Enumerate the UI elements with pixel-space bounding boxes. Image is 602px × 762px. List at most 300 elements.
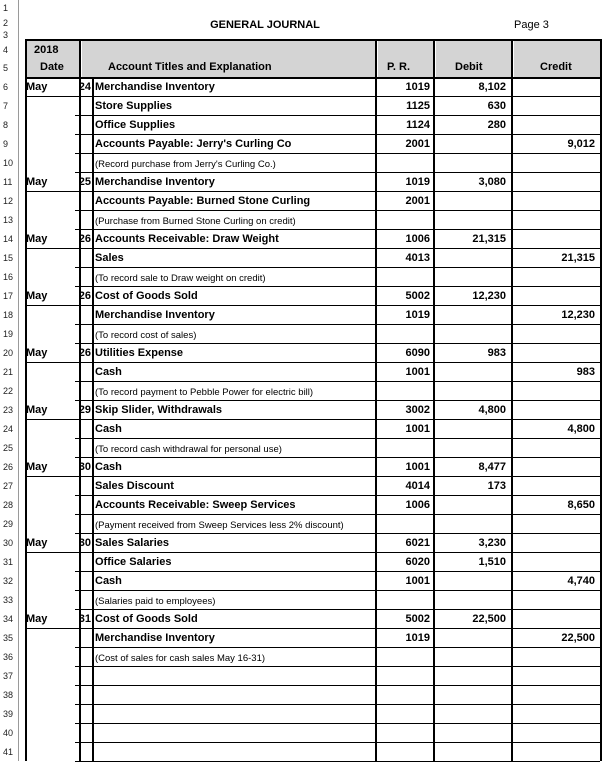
row-number[interactable]: 25 xyxy=(3,443,14,453)
debit-cell[interactable] xyxy=(435,363,506,382)
pr-cell[interactable]: 1001 xyxy=(405,575,430,587)
debit-cell[interactable] xyxy=(435,192,506,211)
account-cell[interactable]: Merchandise Inventory xyxy=(95,309,215,321)
credit-cell[interactable] xyxy=(513,211,595,230)
credit-cell[interactable] xyxy=(513,230,595,249)
date-day-cell[interactable]: 24 xyxy=(78,81,91,93)
row-number[interactable]: 20 xyxy=(3,348,14,358)
row-number[interactable]: 10 xyxy=(3,158,14,168)
journal-row xyxy=(18,477,602,496)
date-month-cell[interactable]: May xyxy=(26,537,48,549)
debit-cell[interactable] xyxy=(435,268,506,287)
row-number[interactable]: 22 xyxy=(3,386,14,396)
account-cell[interactable]: Utilities Expense xyxy=(95,347,184,359)
credit-cell[interactable] xyxy=(513,192,595,211)
date-day-cell[interactable]: 30 xyxy=(78,537,91,549)
credit-cell[interactable] xyxy=(513,648,595,667)
journal-row xyxy=(18,401,602,420)
credit-cell[interactable] xyxy=(513,458,595,477)
debit-cell[interactable]: 173 xyxy=(487,480,506,492)
account-cell[interactable]: Merchandise Inventory xyxy=(95,176,215,188)
credit-cell[interactable] xyxy=(513,591,595,610)
debit-cell[interactable]: 8,477 xyxy=(478,461,506,473)
date-month-cell[interactable] xyxy=(26,97,71,116)
date-day-cell[interactable] xyxy=(74,116,91,135)
date-day-cell[interactable] xyxy=(74,591,91,610)
journal-row xyxy=(18,591,602,610)
date-day-cell[interactable]: 25 xyxy=(78,176,91,188)
date-month-cell[interactable]: May xyxy=(26,613,48,625)
date-month-cell[interactable] xyxy=(26,591,71,610)
header-bottom-border xyxy=(25,77,602,79)
journal-row xyxy=(18,496,602,515)
row-number[interactable]: 14 xyxy=(3,234,14,244)
debit-cell[interactable] xyxy=(435,515,506,534)
account-header: Account Titles and Explanation xyxy=(108,61,272,73)
credit-cell[interactable]: 4,740 xyxy=(567,575,595,587)
pr-cell[interactable]: 1001 xyxy=(405,461,430,473)
date-day-cell[interactable]: 31 xyxy=(78,613,91,625)
debit-cell[interactable] xyxy=(435,496,506,515)
date-month-cell[interactable]: May xyxy=(26,176,48,188)
credit-cell[interactable] xyxy=(513,78,595,97)
journal-row xyxy=(18,648,602,667)
date-month-cell[interactable] xyxy=(26,686,71,705)
account-cell[interactable]: Accounts Payable: Burned Stone Curling xyxy=(95,195,311,207)
date-day-cell[interactable] xyxy=(74,325,91,344)
debit-cell[interactable]: 630 xyxy=(487,100,506,112)
pr-cell[interactable]: 4014 xyxy=(405,480,430,492)
date-month-cell[interactable] xyxy=(26,439,71,458)
account-cell[interactable]: (Salaries paid to employees) xyxy=(95,596,216,607)
debit-cell[interactable] xyxy=(435,306,506,325)
debit-cell[interactable] xyxy=(435,154,506,173)
date-month-cell[interactable] xyxy=(26,477,71,496)
date-day-cell[interactable] xyxy=(74,211,91,230)
credit-cell[interactable] xyxy=(513,439,595,458)
credit-cell[interactable]: 21,315 xyxy=(561,252,595,264)
credit-cell[interactable] xyxy=(513,116,595,135)
date-divider xyxy=(79,39,81,761)
account-cell[interactable]: Cash xyxy=(95,366,122,378)
pr-cell[interactable]: 1006 xyxy=(405,233,430,245)
pr-cell[interactable]: 1019 xyxy=(405,309,430,321)
date-day-cell[interactable] xyxy=(74,97,91,116)
left-border xyxy=(25,39,27,761)
date-month-cell[interactable] xyxy=(26,629,71,648)
credit-cell[interactable] xyxy=(513,268,595,287)
debit-header: Debit xyxy=(455,61,483,73)
row-number[interactable]: 4 xyxy=(3,45,9,55)
credit-cell[interactable] xyxy=(513,705,595,724)
debit-cell[interactable]: 983 xyxy=(487,347,506,359)
pr-cell[interactable]: 6090 xyxy=(405,347,430,359)
date-month-cell[interactable] xyxy=(26,705,71,724)
credit-cell[interactable] xyxy=(513,325,595,344)
credit-cell[interactable]: 12,230 xyxy=(561,309,595,321)
date-month-cell[interactable] xyxy=(26,192,71,211)
row-number[interactable]: 6 xyxy=(3,82,9,92)
row-number[interactable]: 26 xyxy=(3,462,14,472)
debit-cell[interactable] xyxy=(435,591,506,610)
credit-cell[interactable] xyxy=(513,401,595,420)
page-label: Page 3 xyxy=(514,19,549,31)
date-day-cell[interactable] xyxy=(74,249,91,268)
journal-row xyxy=(18,135,602,154)
date-day-cell[interactable]: 29 xyxy=(78,404,91,416)
credit-cell[interactable] xyxy=(513,173,595,192)
debit-cell[interactable] xyxy=(435,686,506,705)
account-cell[interactable]: (To record payment to Pebble Power for electric bill) xyxy=(95,387,314,398)
day-divider xyxy=(92,78,94,761)
row-number[interactable]: 21 xyxy=(3,367,14,377)
date-month-cell[interactable] xyxy=(26,268,71,287)
date-header: Date xyxy=(40,61,64,73)
credit-cell[interactable] xyxy=(513,553,595,572)
credit-cell[interactable] xyxy=(513,477,595,496)
account-cell[interactable]: Store Supplies xyxy=(95,100,173,112)
date-day-cell[interactable] xyxy=(74,306,91,325)
row-number[interactable]: 27 xyxy=(3,481,14,491)
journal-row xyxy=(18,306,602,325)
account-cell[interactable]: (Cost of sales for cash sales May 16-31) xyxy=(95,653,266,664)
pr-cell[interactable] xyxy=(377,382,430,401)
credit-cell[interactable]: 9,012 xyxy=(567,138,595,150)
date-day-cell[interactable] xyxy=(74,382,91,401)
row-number[interactable]: 11 xyxy=(3,177,13,187)
pr-cell[interactable]: 6020 xyxy=(405,556,430,568)
row-number[interactable]: 31 xyxy=(3,557,14,567)
row-number[interactable]: 2 xyxy=(3,18,9,28)
date-month-cell[interactable] xyxy=(26,515,71,534)
date-day-cell[interactable]: 30 xyxy=(78,461,91,473)
pr-cell[interactable]: 1125 xyxy=(406,100,430,112)
date-month-cell[interactable] xyxy=(26,667,71,686)
date-day-cell[interactable] xyxy=(74,515,91,534)
pr-cell[interactable]: 1001 xyxy=(405,423,430,435)
date-day-cell[interactable]: 26 xyxy=(78,233,91,245)
credit-cell[interactable] xyxy=(513,515,595,534)
credit-cell[interactable] xyxy=(513,344,595,363)
date-month-cell[interactable] xyxy=(26,249,71,268)
journal-row xyxy=(18,686,602,705)
credit-cell[interactable] xyxy=(513,287,595,306)
debit-cell[interactable] xyxy=(435,135,506,154)
account-cell[interactable]: Cost of Goods Sold xyxy=(95,613,198,625)
date-month-cell[interactable] xyxy=(26,116,71,135)
account-cell[interactable]: Accounts Receivable: Sweep Services xyxy=(95,499,296,511)
row-number[interactable]: 8 xyxy=(3,120,9,130)
date-day-cell[interactable] xyxy=(74,743,91,762)
date-month-cell[interactable] xyxy=(26,382,71,401)
account-cell[interactable]: Office Supplies xyxy=(95,119,176,131)
pr-cell[interactable]: 1019 xyxy=(405,176,430,188)
row-number[interactable]: 24 xyxy=(3,424,14,434)
pr-cell[interactable]: 5002 xyxy=(405,290,430,302)
date-month-cell[interactable] xyxy=(26,496,71,515)
pr-cell[interactable] xyxy=(377,743,430,762)
pr-cell[interactable] xyxy=(377,648,430,667)
journal-row xyxy=(18,629,602,648)
row-number[interactable]: 23 xyxy=(3,405,14,415)
row-number[interactable]: 30 xyxy=(3,538,14,548)
pr-cell[interactable]: 1006 xyxy=(405,499,430,511)
debit-cell[interactable] xyxy=(435,705,506,724)
date-day-cell[interactable]: 26 xyxy=(78,290,91,302)
debit-cell[interactable]: 22,500 xyxy=(472,613,506,625)
journal-row xyxy=(18,743,602,762)
debit-cell[interactable] xyxy=(435,648,506,667)
pr-cell[interactable]: 1001 xyxy=(405,366,430,378)
date-month-cell[interactable]: May xyxy=(26,347,48,359)
date-day-cell[interactable] xyxy=(74,553,91,572)
top-border xyxy=(25,39,602,41)
date-day-cell[interactable] xyxy=(74,135,91,154)
date-month-cell[interactable]: May xyxy=(26,404,48,416)
pr-cell[interactable] xyxy=(377,154,430,173)
journal-row xyxy=(18,572,602,591)
row-number[interactable]: 3 xyxy=(3,30,9,40)
row-number[interactable]: 38 xyxy=(3,690,14,700)
pr-divider xyxy=(433,39,435,761)
journal-row xyxy=(18,230,602,249)
date-month-cell[interactable] xyxy=(26,648,71,667)
row-number[interactable]: 41 xyxy=(3,747,14,757)
date-month-cell[interactable]: May xyxy=(26,233,48,245)
credit-cell[interactable] xyxy=(513,154,595,173)
date-month-cell[interactable] xyxy=(26,553,71,572)
row-number[interactable]: 12 xyxy=(3,196,14,206)
date-day-cell[interactable] xyxy=(74,572,91,591)
date-day-cell[interactable] xyxy=(74,154,91,173)
credit-cell[interactable]: 8,650 xyxy=(567,499,595,511)
account-cell[interactable]: (Payment received from Sweep Services less 2% discount) xyxy=(95,520,344,531)
row-number[interactable]: 13 xyxy=(3,215,14,225)
journal-row xyxy=(18,363,602,382)
date-month-cell[interactable] xyxy=(26,325,71,344)
debit-cell[interactable] xyxy=(435,743,506,762)
date-month-cell[interactable]: May xyxy=(26,461,48,473)
row-number[interactable]: 36 xyxy=(3,652,14,662)
row-number[interactable]: 5 xyxy=(3,63,9,73)
pr-cell[interactable] xyxy=(377,705,430,724)
journal-row xyxy=(18,458,602,477)
row-number[interactable]: 15 xyxy=(3,253,14,263)
debit-cell[interactable]: 280 xyxy=(487,119,506,131)
journal-row xyxy=(18,420,602,439)
date-month-cell[interactable]: May xyxy=(26,290,48,302)
account-cell[interactable]: Cost of Goods Sold xyxy=(95,290,198,302)
debit-cell[interactable] xyxy=(435,382,506,401)
date-month-cell[interactable] xyxy=(26,724,71,743)
account-cell[interactable]: Cash xyxy=(95,423,122,435)
pr-cell[interactable]: 1124 xyxy=(406,119,430,131)
pr-cell[interactable] xyxy=(377,268,430,287)
credit-cell[interactable]: 4,800 xyxy=(567,423,595,435)
credit-cell[interactable] xyxy=(513,743,595,762)
account-cell[interactable]: (To record cash withdrawal for personal use) xyxy=(95,444,282,455)
pr-cell[interactable]: 2001 xyxy=(405,195,430,207)
journal-row xyxy=(18,705,602,724)
date-day-cell[interactable] xyxy=(74,667,91,686)
credit-cell[interactable] xyxy=(513,534,595,553)
date-day-cell[interactable] xyxy=(74,496,91,515)
pr-cell[interactable]: 1019 xyxy=(405,81,430,93)
journal-row xyxy=(18,534,602,553)
pr-cell[interactable] xyxy=(377,325,430,344)
credit-cell[interactable] xyxy=(513,610,595,629)
row-number[interactable]: 29 xyxy=(3,519,14,529)
row-number[interactable]: 19 xyxy=(3,329,14,339)
pr-cell[interactable] xyxy=(377,724,430,743)
pr-cell[interactable] xyxy=(377,591,430,610)
journal-row xyxy=(18,724,602,743)
date-day-cell[interactable] xyxy=(74,705,91,724)
account-cell[interactable]: Accounts Payable: Jerry's Curling Co xyxy=(95,138,292,150)
debit-cell[interactable] xyxy=(435,667,506,686)
debit-cell[interactable] xyxy=(435,325,506,344)
row-number[interactable]: 17 xyxy=(3,291,14,301)
row-number[interactable]: 35 xyxy=(3,633,14,643)
credit-cell[interactable]: 22,500 xyxy=(561,632,595,644)
journal-row xyxy=(18,515,602,534)
account-cell[interactable]: Office Salaries xyxy=(95,556,172,568)
row-number[interactable]: 39 xyxy=(3,709,14,719)
credit-cell[interactable]: 983 xyxy=(576,366,595,378)
account-cell[interactable]: (To record cost of sales) xyxy=(95,330,197,341)
date-month-cell[interactable] xyxy=(26,211,71,230)
date-day-cell[interactable] xyxy=(74,724,91,743)
date-month-cell[interactable] xyxy=(26,363,71,382)
journal-row xyxy=(18,249,602,268)
pr-cell[interactable]: 1019 xyxy=(405,632,430,644)
debit-cell[interactable]: 4,800 xyxy=(478,404,506,416)
pr-cell[interactable]: 6021 xyxy=(405,537,430,549)
date-day-cell[interactable] xyxy=(74,477,91,496)
account-cell[interactable]: Merchandise Inventory xyxy=(95,632,215,644)
journal-row xyxy=(18,268,602,287)
pr-cell[interactable] xyxy=(377,211,430,230)
journal-row xyxy=(18,192,602,211)
debit-cell[interactable]: 3,230 xyxy=(478,537,506,549)
account-divider xyxy=(375,39,377,761)
date-day-cell[interactable]: 26 xyxy=(78,347,91,359)
journal-row xyxy=(18,78,602,97)
date-month-cell[interactable] xyxy=(26,743,71,762)
journal-row xyxy=(18,325,602,344)
date-month-cell[interactable] xyxy=(26,306,71,325)
journal-row xyxy=(18,553,602,572)
debit-cell[interactable] xyxy=(435,211,506,230)
debit-cell[interactable] xyxy=(435,439,506,458)
row-number[interactable]: 28 xyxy=(3,500,14,510)
debit-divider xyxy=(511,39,513,761)
date-day-cell[interactable] xyxy=(74,192,91,211)
debit-cell[interactable] xyxy=(435,572,506,591)
credit-cell[interactable] xyxy=(513,686,595,705)
pr-cell[interactable] xyxy=(377,667,430,686)
account-cell[interactable]: (To record sale to Draw weight on credit) xyxy=(95,273,266,284)
pr-cell[interactable]: 5002 xyxy=(405,613,430,625)
pr-cell[interactable] xyxy=(377,686,430,705)
journal-row xyxy=(18,116,602,135)
date-month-cell[interactable] xyxy=(26,135,71,154)
date-month-cell[interactable] xyxy=(26,154,71,173)
row-number[interactable]: 40 xyxy=(3,728,14,738)
date-month-cell[interactable] xyxy=(26,420,71,439)
account-cell[interactable]: Sales Discount xyxy=(95,480,174,492)
account-cell[interactable]: (Purchase from Burned Stone Curling on credit) xyxy=(95,216,296,227)
journal-row xyxy=(18,154,602,173)
credit-cell[interactable] xyxy=(513,724,595,743)
row-number[interactable]: 7 xyxy=(3,101,9,111)
debit-cell[interactable] xyxy=(435,724,506,743)
account-cell[interactable]: Skip Slider, Withdrawals xyxy=(95,404,223,416)
account-cell[interactable]: Merchandise Inventory xyxy=(95,81,215,93)
debit-cell[interactable]: 21,315 xyxy=(472,233,506,245)
journal-row xyxy=(18,610,602,629)
journal-row xyxy=(18,173,602,192)
date-month-cell[interactable] xyxy=(26,572,71,591)
row-number[interactable]: 18 xyxy=(3,310,14,320)
date-day-cell[interactable] xyxy=(74,439,91,458)
row-number[interactable]: 9 xyxy=(3,139,9,149)
debit-cell[interactable] xyxy=(435,420,506,439)
account-cell[interactable]: Accounts Receivable: Draw Weight xyxy=(95,233,279,245)
row-number[interactable]: 33 xyxy=(3,595,14,605)
account-cell[interactable]: Sales xyxy=(95,252,124,264)
account-cell[interactable]: Sales Salaries xyxy=(95,537,170,549)
debit-cell[interactable]: 3,080 xyxy=(478,176,506,188)
journal-row xyxy=(18,439,602,458)
journal-row xyxy=(18,211,602,230)
debit-cell[interactable]: 12,230 xyxy=(472,290,506,302)
row-number[interactable]: 34 xyxy=(3,614,14,624)
row-number[interactable]: 37 xyxy=(3,671,14,681)
pr-cell[interactable] xyxy=(377,515,430,534)
pr-cell[interactable]: 3002 xyxy=(405,404,430,416)
pr-cell[interactable]: 2001 xyxy=(405,138,430,150)
journal-row xyxy=(18,667,602,686)
account-cell[interactable]: Cash xyxy=(95,575,122,587)
date-day-cell[interactable] xyxy=(74,420,91,439)
pr-cell[interactable] xyxy=(377,439,430,458)
journal-row xyxy=(18,344,602,363)
credit-cell[interactable] xyxy=(513,382,595,401)
row-number[interactable]: 16 xyxy=(3,272,14,282)
pr-cell[interactable]: 4013 xyxy=(405,252,430,264)
date-month-cell[interactable]: May xyxy=(26,81,48,93)
debit-cell[interactable]: 8,102 xyxy=(478,81,506,93)
date-day-cell[interactable] xyxy=(74,648,91,667)
credit-cell[interactable] xyxy=(513,667,595,686)
credit-header: Credit xyxy=(540,61,572,73)
account-cell[interactable]: Cash xyxy=(95,461,122,473)
credit-cell[interactable] xyxy=(513,97,595,116)
pr-header: P. R. xyxy=(387,61,411,73)
debit-cell[interactable] xyxy=(435,249,506,268)
date-day-cell[interactable] xyxy=(74,629,91,648)
date-day-cell[interactable] xyxy=(74,686,91,705)
row-number[interactable]: 1 xyxy=(3,3,9,13)
row-number[interactable]: 32 xyxy=(3,576,14,586)
journal-title: GENERAL JOURNAL xyxy=(210,19,320,31)
debit-cell[interactable] xyxy=(435,629,506,648)
debit-cell[interactable]: 1,510 xyxy=(478,556,506,568)
date-day-cell[interactable] xyxy=(74,268,91,287)
account-cell[interactable]: (Record purchase from Jerry's Curling Co.) xyxy=(95,159,276,170)
date-day-cell[interactable] xyxy=(74,363,91,382)
